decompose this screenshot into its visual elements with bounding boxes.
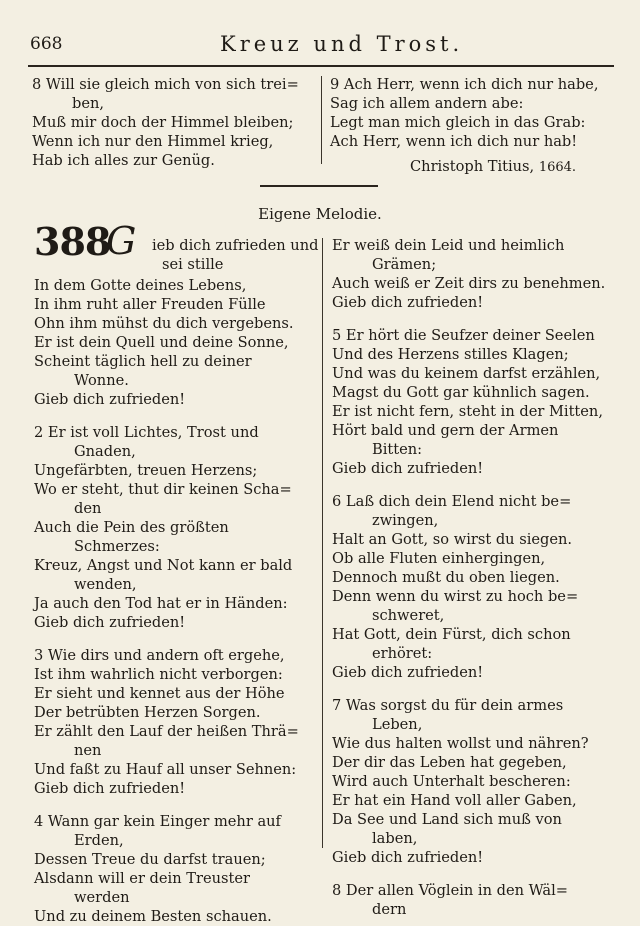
verse-line: laben,	[372, 830, 418, 847]
verse-line: dern	[372, 901, 407, 918]
verse-line: Und faßt zu Hauf all unser Sehnen:	[34, 761, 297, 778]
verse-line: 9 Ach Herr, wenn ich dich nur habe,	[330, 76, 599, 93]
verse-line: Er zählt den Lauf der heißen Thrä=	[34, 723, 299, 740]
verse-line: Er ist dein Quell und deine Sonne,	[34, 334, 289, 351]
hymn-heading	[34, 219, 319, 276]
verse-line: Wenn ich nur den Himmel krieg,	[32, 133, 274, 150]
verse-line: Gieb dich zufrieden!	[34, 391, 186, 408]
verse-line: Sag ich allem andern abe:	[330, 95, 524, 112]
verse-line: Er ist nicht fern, steht in der Mitten,	[332, 403, 603, 420]
verse-line: Denn wenn du wirst zu hoch be=	[332, 588, 579, 605]
verse-line: Dennoch mußt du oben liegen.	[332, 569, 560, 586]
verse-line: 3 Wie dirs und andern oft ergehe,	[34, 647, 285, 664]
verse-line: Da See und Land sich muß von	[332, 811, 562, 828]
verse-line: Und was du keinem darfst erzählen,	[332, 365, 601, 382]
verse-7	[332, 696, 618, 867]
verse-5	[332, 326, 618, 478]
verse-line: Ob alle Fluten einhergingen,	[332, 550, 546, 567]
verse-line: Erden,	[74, 832, 124, 849]
verse-line: Ja auch den Tod hat er in Händen:	[34, 595, 288, 612]
verse-line: In ihm ruht aller Freuden Fülle	[34, 296, 266, 313]
verse-6	[332, 492, 618, 682]
verse-line: Legt man mich gleich in das Grab:	[330, 114, 586, 131]
verse-line: Gieb dich zufrieden!	[34, 614, 186, 631]
verse-line: werden	[74, 889, 130, 906]
verse-line: Gieb dich zufrieden!	[332, 294, 484, 311]
verse-line: ben,	[72, 95, 105, 112]
verse-line: 7 Was sorgst du für dein armes	[332, 697, 564, 714]
verse-line: Wonne.	[74, 372, 129, 389]
verse-line: Wird auch Unterhalt bescheren:	[332, 773, 571, 790]
verse-line: 8 Will sie gleich mich von sich trei=	[32, 76, 299, 93]
author-year: 1664.	[538, 160, 577, 175]
verse-line: Halt an Gott, so wirst du siegen.	[332, 531, 573, 548]
verse-line: zwingen,	[372, 512, 439, 529]
verse-line: 8 Der allen Vöglein in den Wäl=	[332, 882, 568, 899]
verse-line: Gnaden,	[74, 443, 136, 460]
verse-line: Scheint täglich hell zu deiner	[34, 353, 252, 370]
verse-line: Der dir das Leben hat gegeben,	[332, 754, 567, 771]
verse-line: Hat Gott, dein Fürst, dich schon	[332, 626, 571, 643]
hymn-left-column	[34, 219, 319, 926]
page-number: 668	[30, 34, 63, 54]
author-attribution	[330, 157, 615, 177]
verse-line: Ach Herr, wenn ich dich nur hab!	[330, 133, 578, 150]
verse-line: den	[74, 500, 102, 517]
verse-line: Wie dus halten wollst und nähren?	[332, 735, 589, 752]
verse-line: Leben,	[372, 716, 423, 733]
verse-line: Gieb dich zufrieden!	[332, 460, 484, 477]
verse-line: Ist ihm wahrlich nicht verborgen:	[34, 666, 283, 683]
verse-line: Schmerzes:	[74, 538, 160, 555]
verse-4	[34, 812, 316, 926]
verse-line: Ungefärbten, treuen Herzens;	[34, 462, 258, 479]
melody-label: Eigene Melodie.	[258, 205, 382, 223]
verse-line: Er weiß dein Leid und heimlich	[332, 237, 565, 254]
verse-line: Bitten:	[372, 441, 423, 458]
verse-line: Gieb dich zufrieden!	[332, 664, 484, 681]
verse-line: Und des Herzens stilles Klagen;	[332, 346, 569, 363]
verse-line: Magst du Gott gar kühnlich sagen.	[332, 384, 590, 401]
verse-line: schweret,	[372, 607, 445, 624]
verse-line: Alsdann will er dein Treuster	[34, 870, 250, 887]
verse-line: Auch weiß er Zeit dirs zu benehmen.	[332, 275, 606, 292]
verse-1	[34, 276, 316, 409]
verse-3	[34, 646, 316, 798]
verse-8	[332, 881, 618, 919]
author-name: Christoph Titius,	[410, 158, 535, 175]
verse-line: Gieb dich zufrieden!	[34, 780, 186, 797]
verse-line: 4 Wann gar kein Einger mehr auf	[34, 813, 281, 830]
verse-line: Wo er steht, thut dir keinen Scha=	[34, 481, 292, 498]
running-head: Kreuz und Trost.	[220, 32, 464, 56]
hymn-right-column	[332, 236, 618, 919]
header-rule	[28, 65, 614, 67]
verse-line: Auch die Pein des größten	[34, 519, 229, 536]
verse-9	[330, 75, 615, 177]
verse-line: nen	[74, 742, 102, 759]
verse-line: Muß mir doch der Himmel bleiben;	[32, 114, 294, 131]
verse-8-continued	[32, 75, 314, 170]
verse-line: erhöret:	[372, 645, 433, 662]
verse-line: wenden,	[74, 576, 137, 593]
verse-line: Gieb dich zufrieden!	[332, 849, 484, 866]
verse-line: Er hat ein Hand voll aller Gaben,	[332, 792, 577, 809]
section-rule	[260, 185, 378, 187]
column-divider	[321, 76, 322, 164]
verse-1-end	[332, 236, 618, 312]
verse-line: In dem Gotte deines Lebens,	[34, 277, 247, 294]
verse-line: 6 Laß dich dein Elend nicht be=	[332, 493, 572, 510]
verse-line: Er sieht und kennet aus der Höhe	[34, 685, 285, 702]
verse-line: Hört bald und gern der Armen	[332, 422, 559, 439]
verse-line: Hab ich alles zur Genüg.	[32, 152, 215, 169]
verse-2	[34, 423, 316, 632]
verse-line: Grämen;	[372, 256, 437, 273]
column-divider	[322, 238, 323, 848]
hymn-number: 388	[34, 219, 111, 264]
verse-line: Kreuz, Angst und Not kann er bald	[34, 557, 293, 574]
verse-line: sei stille	[162, 256, 224, 273]
verse-line: Dessen Treue du darfst trauen;	[34, 851, 266, 868]
verse-line: 5 Er hört die Seufzer deiner Seelen	[332, 327, 595, 344]
verse-line: ieb dich zufrieden und	[152, 237, 319, 254]
verse-line: Und zu deinem Besten schauen.	[34, 908, 272, 925]
verse-line: 2 Er ist voll Lichtes, Trost und	[34, 424, 259, 441]
verse-line: Ohn ihm mühst du dich vergebens.	[34, 315, 294, 332]
verse-line: Der betrübten Herzen Sorgen.	[34, 704, 261, 721]
drop-cap: G	[106, 219, 137, 263]
